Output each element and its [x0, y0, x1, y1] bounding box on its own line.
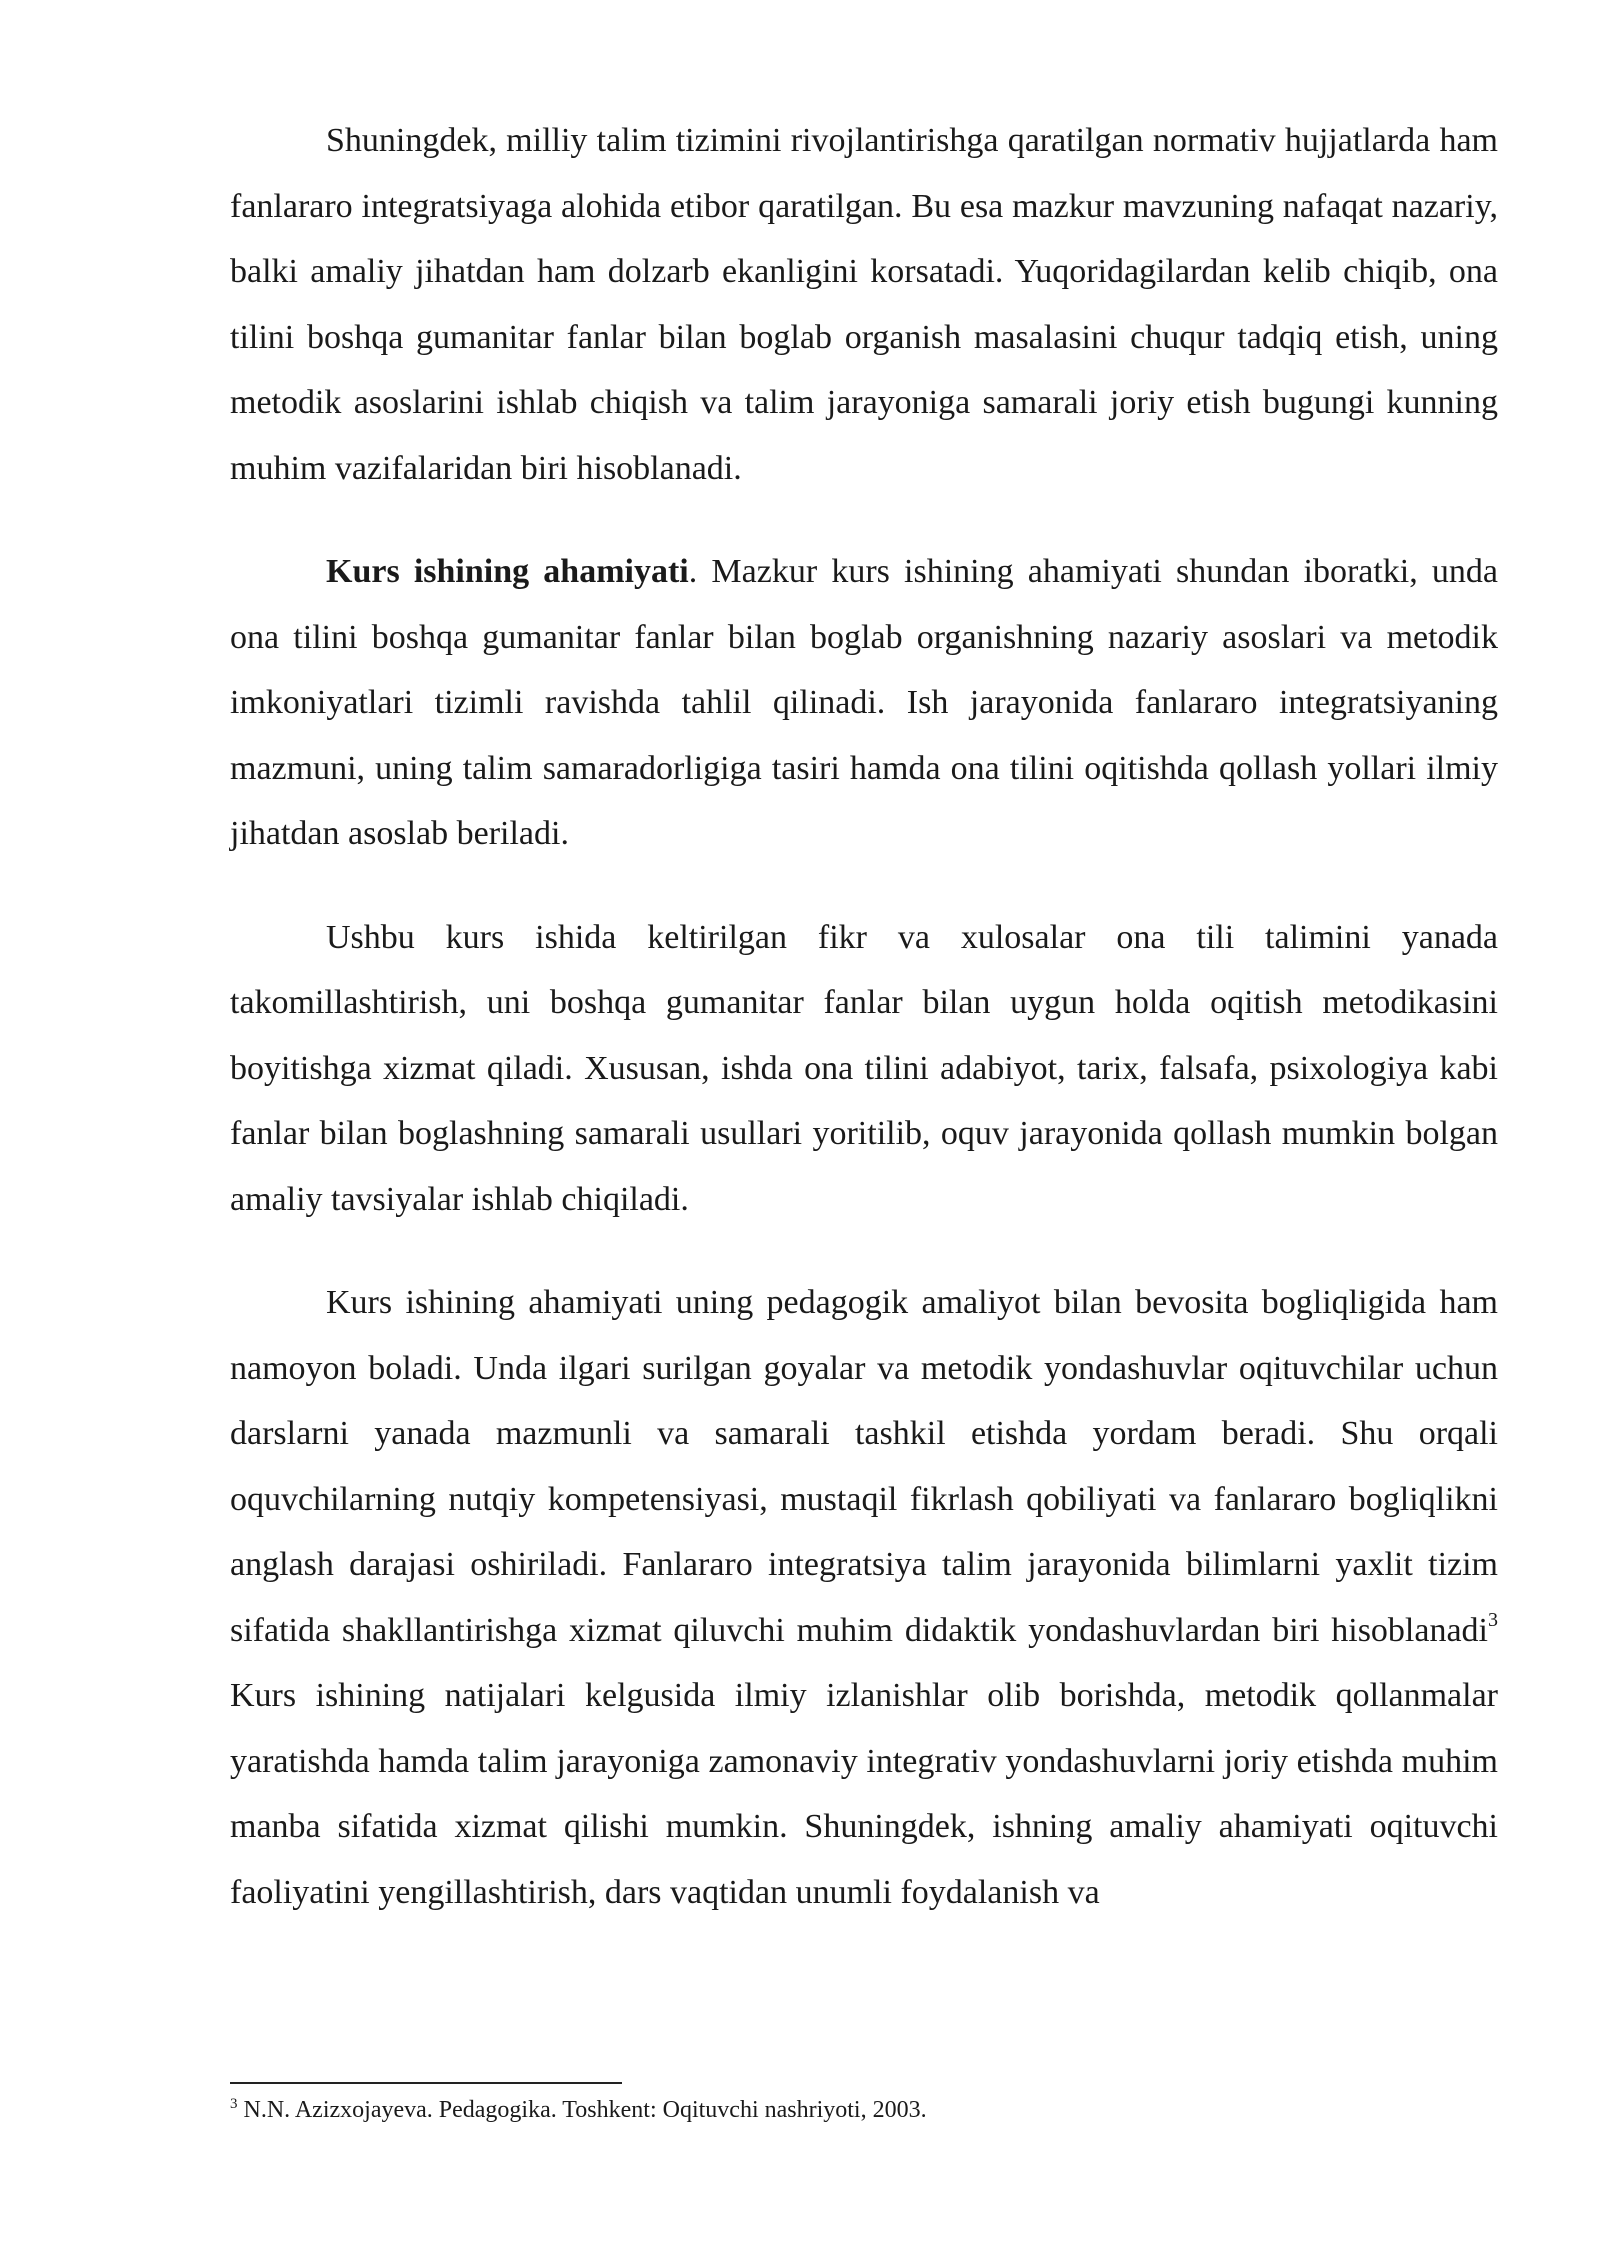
paragraph-text: Kurs ishining ahamiyati uning pedagogik amaliyot bilan bevosita bogliqligida ham namoyon boladi. Unda ilgari surilgan goyalar va metodik yondashuvlar oqituvchilar uchun darslarni yanada mazmunli va samarali tashkil etishda yordam beradi. Shu orqali oquvchilarning nutqiy kompetensiyasi, mustaqil fikrlash qobiliyati va fanlararo bogliqlikni anglash darajasi oshiriladi. Fanlararo integratsiya talim jarayonida bilimlarni yaxlit tizim sifatida shakllantirishga xizmat qiluvchi muhim didaktik yondashuvlardan biri hisoblanadi [230, 1284, 1498, 1649]
footnote-number: 3 [230, 2096, 238, 2112]
footnote-reference: 3 [1488, 1608, 1498, 1631]
section-lead-heading: Kurs ishining ahamiyati [326, 553, 689, 590]
paragraph-normative-documents [230, 108, 1498, 501]
paragraph-text: Ushbu kurs ishida keltirilgan fikr va xulosalar ona tili talimini yanada takomillashtirish, uni boshqa gumanitar fanlar bilan uygun holda oqitish metodikasini boyitishga xizmat qiladi. Xususan, ishda ona tilini adabiyot, tarix, falsafa, psixologiya kabi fanlar bilan boglashning samarali usullari yoritilib, oquv jarayonida qollash mumkin bolgan amaliy tavsiyalar ishlab chiqiladi. [230, 918, 1498, 1218]
footnote [230, 2094, 1498, 2126]
paragraph-text: Shuningdek, milliy talim tizimini rivojlantirishga qaratilgan normativ hujjatlarda ham fanlararo integratsiyaga alohida etibor qaratilgan. Bu esa mazkur mavzuning nafaqat nazariy, balki amaliy jihatdan ham dolzarb ekanligini korsatadi. Yuqoridagilardan kelib chiqib, ona tilini boshqa gumanitar fanlar bilan boglab organish masalasini chuqur tadqiq etish, uning metodik asoslarini ishlab chiqish va talim jarayoniga samarali joriy etish bugungi kunning muhim vazifalaridan biri hisoblanadi. [230, 122, 1498, 487]
footnote-divider [230, 2082, 622, 2084]
paragraph-pedagogical-practice [230, 1270, 1498, 1925]
paragraph-spacer [230, 1232, 1498, 1270]
paragraph-course-importance [230, 539, 1498, 867]
paragraph-text: . Mazkur kurs ishining ahamiyati shundan iboratki, unda ona tilini boshqa gumanitar fanlar bilan boglab organishning nazariy asoslari va metodik imkoniyatlari tizimli ravishda tahlil qilinadi. Ish jarayonida fanlararo integratsiyaning mazmuni, uning talim samaradorligiga tasiri hamda ona tilini oqitishda qollash yollari ilmiy jihatdan asoslab beriladi. [230, 553, 1499, 852]
paragraph-spacer [230, 501, 1498, 539]
footnote-text: N.N. Azizxojayeva. Pedagogika. Toshkent: Oqituvchi nashriyoti, 2003. [237, 2097, 927, 2123]
paragraph-text-continued: Kurs ishining natijalari kelgusida ilmiy izlanishlar olib borishda, metodik qollanmalar yaratishda hamda talim jarayoniga zamonaviy integrativ yondashuvlarni joriy etishda muhim manba sifatida xizmat qilishi mumkin. Shuningdek, ishning amaliy ahamiyati oqituvchi faoliyatini yengillashtirish, dars vaqtidan unumli foydalanish va [230, 1677, 1498, 1911]
page-body [230, 108, 1498, 1925]
paragraph-conclusions [230, 905, 1498, 1233]
paragraph-spacer [230, 867, 1498, 905]
